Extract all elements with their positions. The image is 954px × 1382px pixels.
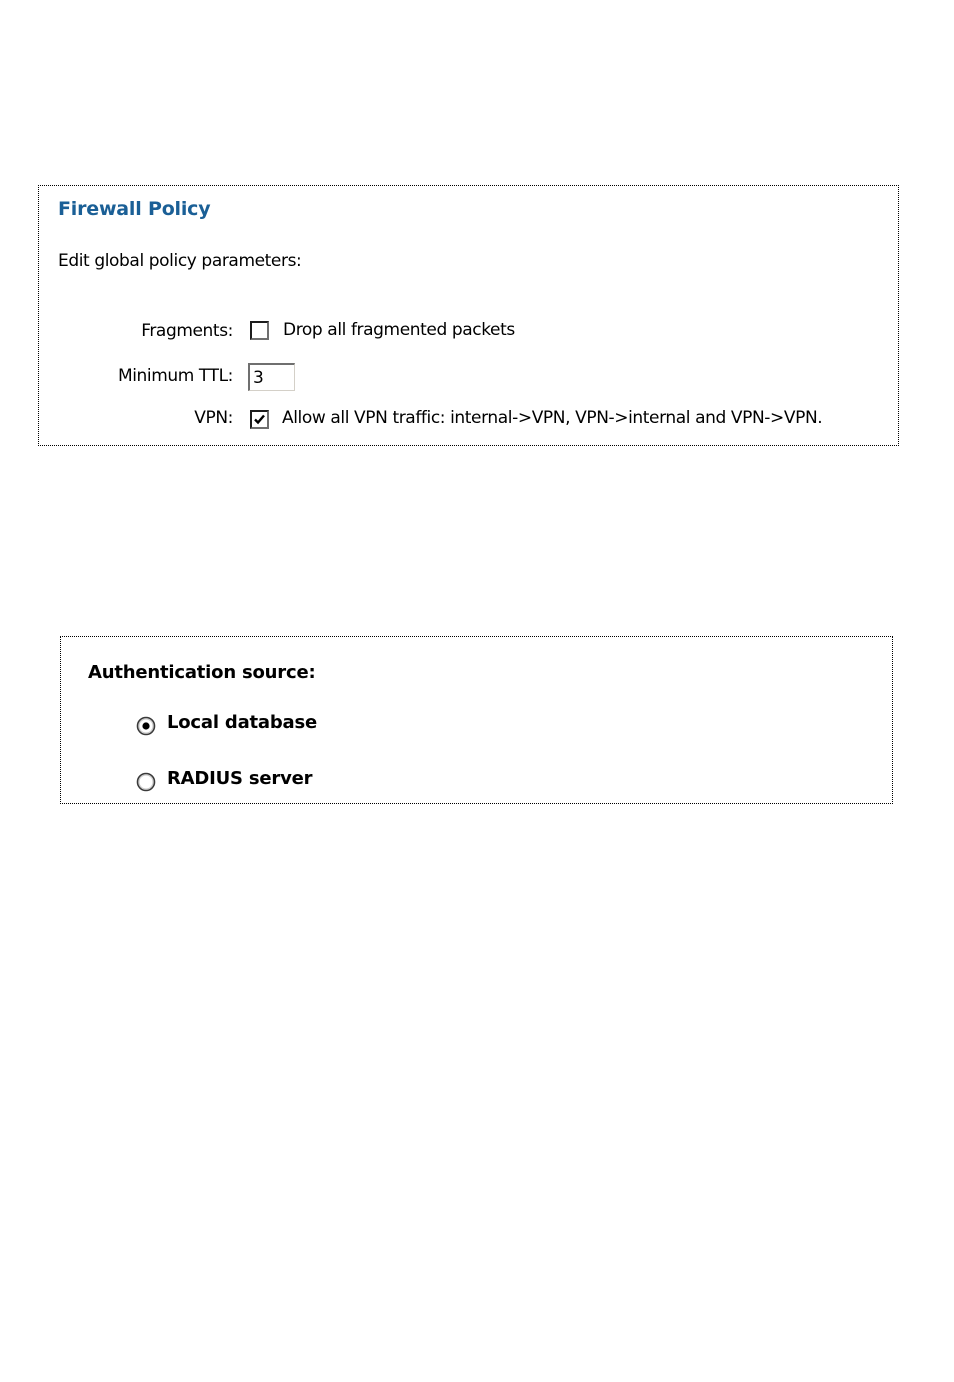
firewall-policy-title: Firewall Policy — [58, 198, 211, 220]
authentication-source-title: Authentication source: — [88, 662, 316, 683]
checkmark-icon — [253, 413, 266, 426]
drop-fragments-checkbox[interactable] — [250, 321, 269, 340]
firewall-policy-panel — [38, 185, 899, 446]
vpn-label: VPN: — [194, 408, 233, 428]
radio-selected-icon — [136, 716, 156, 736]
fragments-label: Fragments: — [141, 321, 233, 341]
min-ttl-label: Minimum TTL: — [117, 366, 233, 386]
authentication-source-panel — [60, 636, 893, 804]
radius-server-radio[interactable] — [136, 772, 156, 792]
min-ttl-input[interactable] — [248, 363, 295, 391]
radius-server-label: RADIUS server — [167, 768, 313, 789]
allow-vpn-text: Allow all VPN traffic: internal->VPN, VPN->internal and VPN->VPN. — [282, 408, 823, 428]
radio-empty-icon — [136, 772, 156, 792]
local-database-label: Local database — [167, 712, 318, 733]
allow-vpn-checkbox[interactable] — [250, 410, 269, 429]
local-database-radio[interactable] — [136, 716, 156, 736]
drop-fragments-text: Drop all fragmented packets — [283, 320, 515, 340]
firewall-policy-description: Edit global policy parameters: — [58, 251, 302, 271]
